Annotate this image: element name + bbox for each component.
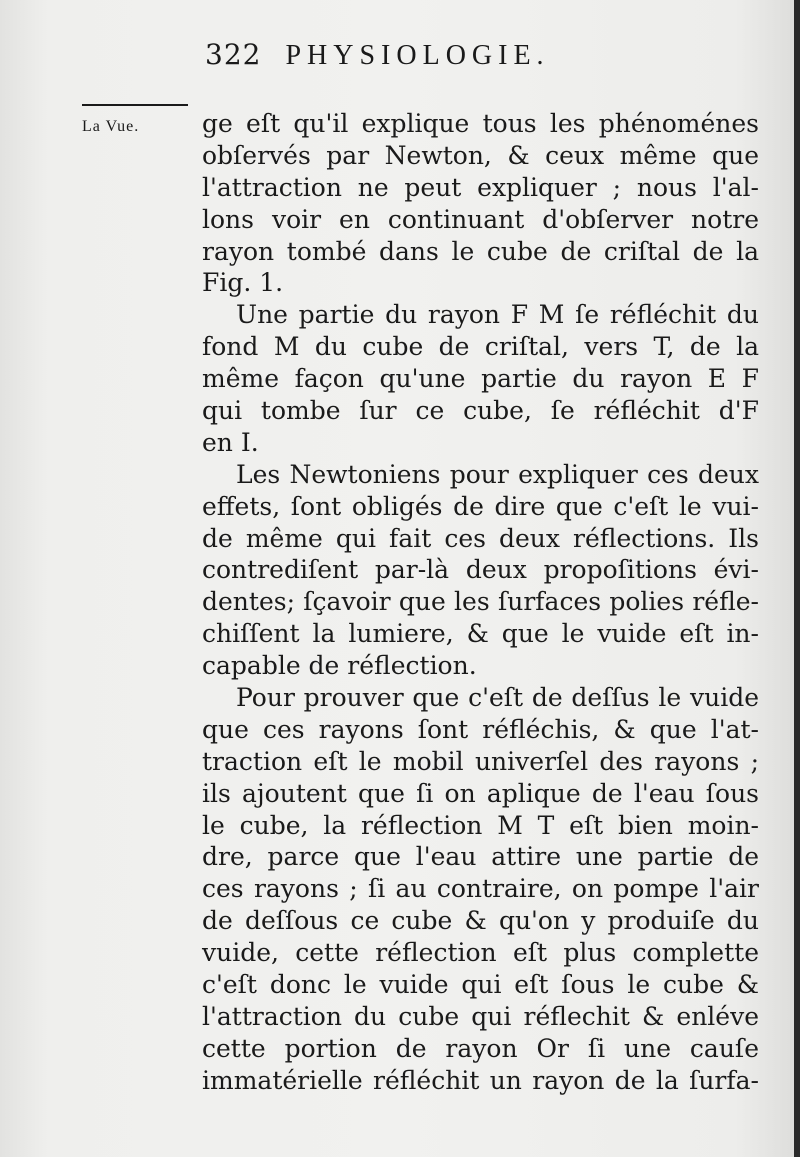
text-line: même façon qu'une partie du rayon E F xyxy=(202,364,759,394)
text-line: Fig. 1. xyxy=(202,268,284,298)
text-line: l'attraction ne peut expliquer ; nous l'al- xyxy=(202,172,759,202)
text-line: ces rayons ; ſi au contraire, on pompe l'air xyxy=(202,874,759,904)
text-line: immatérielle réfléchit un rayon de la ſurfa- xyxy=(202,1065,759,1095)
text-line: Les Newtoniens pour expliquer ces deux xyxy=(236,459,759,489)
page-number: 322 xyxy=(205,38,262,71)
text-line: traction eſt le mobil univerſel des rayons ; xyxy=(202,746,759,776)
text-line: contrediſent par-là deux propoſitions évi- xyxy=(202,555,759,585)
text-line: en I. xyxy=(202,427,259,457)
text-line: rayon tombé dans le cube de criſtal de la xyxy=(202,236,759,266)
text-line: effets, ſont obligés de dire que c'eſt le vui- xyxy=(202,491,759,521)
margin-rule xyxy=(82,104,188,106)
text-line: que ces rayons ſont réfléchis, & que l'at- xyxy=(202,714,759,744)
text-line: ils ajoutent que ſi on aplique de l'eau ſous xyxy=(202,778,759,808)
text-line: c'eſt donc le vuide qui eſt ſous le cube & xyxy=(202,970,759,1000)
text-line: de même qui fait ces deux réflections. Ils xyxy=(202,523,759,553)
text-line: le cube, la réflection M T eſt bien moin- xyxy=(202,810,759,840)
text-line: fond M du cube de criſtal, vers T, de la xyxy=(202,332,759,362)
text-line: dentes; ſçavoir que les ſurfaces polies réfle- xyxy=(202,587,759,617)
text-line: de deſſous ce cube & qu'on y produiſe du xyxy=(202,906,759,936)
text-line: dre, parce que l'eau attire une partie de xyxy=(202,842,759,872)
running-title: PHYSIOLOGIE. xyxy=(285,40,550,71)
text-line: vuide, cette réflection eſt plus complette xyxy=(202,938,759,968)
text-line: lons voir en continuant d'obſerver notre xyxy=(202,204,759,234)
page-header xyxy=(205,38,725,72)
text-line: obſervés par Newton, & ceux même que xyxy=(202,140,759,170)
text-line: ge eſt qu'il explique tous les phénoménes xyxy=(202,109,759,138)
body-text xyxy=(202,108,759,1097)
text-line: Une partie du rayon F M ſe réfléchit du xyxy=(236,300,759,330)
text-line: Pour prouver que c'eſt de deſſus le vuide xyxy=(236,683,759,713)
text-line: chiſſent la lumiere, & que le vuide eſt in- xyxy=(202,619,759,649)
text-line: capable de réflection. xyxy=(202,651,477,681)
margin-section-label: La Vue. xyxy=(82,118,140,135)
text-line: qui tombe ſur ce cube, ſe réfléchit d'F xyxy=(202,396,759,426)
text-line: l'attraction du cube qui réflechit & enléve xyxy=(202,1001,759,1031)
text-line: cette portion de rayon Or ſi une cauſe xyxy=(202,1033,759,1063)
